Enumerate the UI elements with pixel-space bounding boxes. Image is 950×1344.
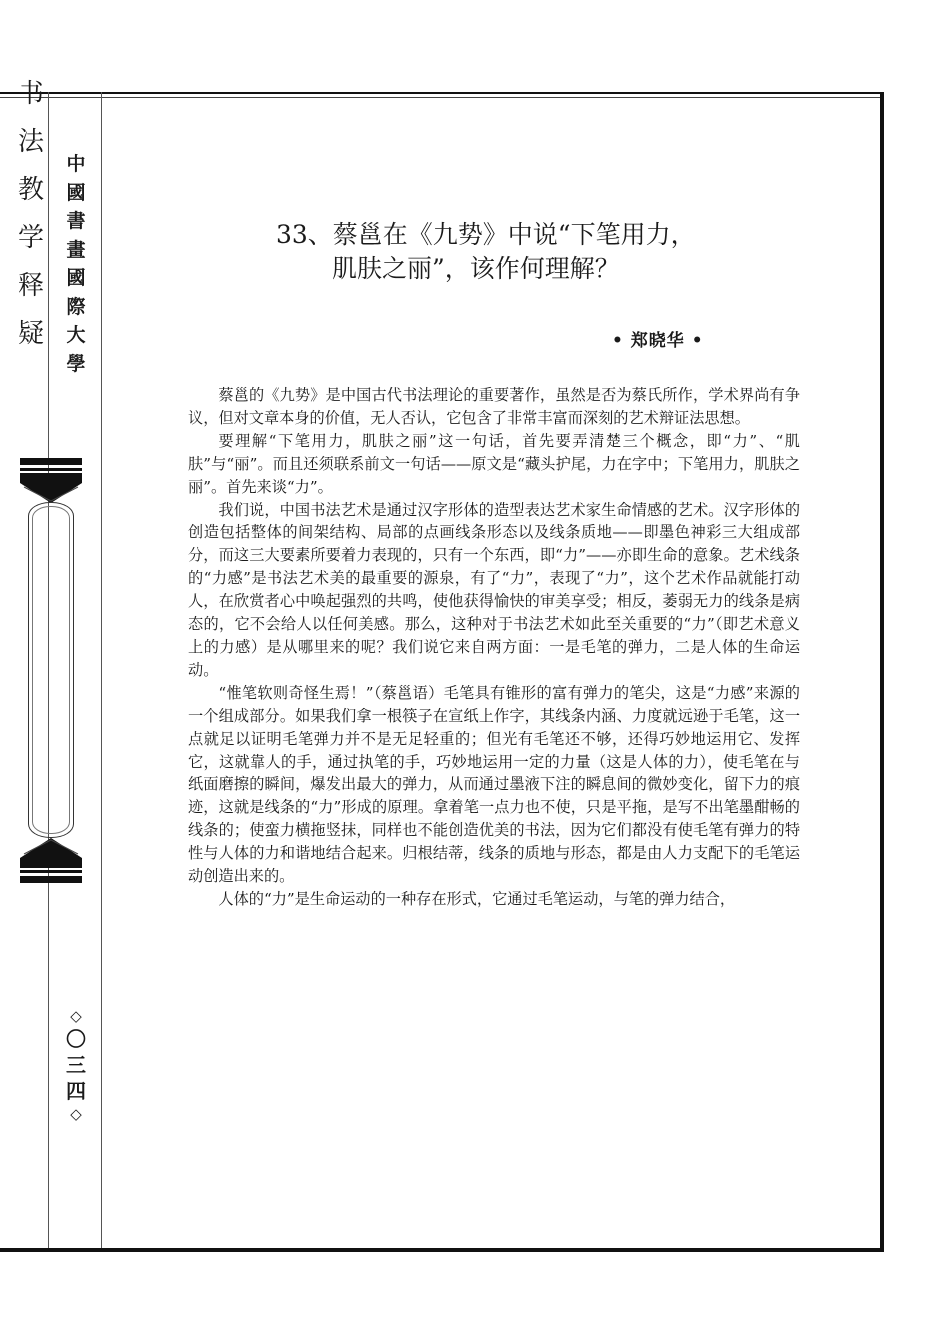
school-char: 際 — [66, 295, 86, 318]
book-title-vertical — [16, 70, 46, 358]
book-title-banner — [20, 458, 82, 890]
page-digit: 〇 — [66, 1027, 86, 1051]
book-title-char: 法 — [17, 127, 44, 157]
page-number-vertical — [62, 1006, 90, 1124]
article-title-line-1: 33、蔡邕在《九势》中说“下笔用力， — [276, 220, 696, 249]
paragraph: 蔡邕的《九势》是中国古代书法理论的重要著作，虽然是否为蔡氏所作，学术界尚有争议，但对文章本身的价值，无人否认，它包含了非常丰富而深刻的艺术辩证法思想。 — [188, 386, 800, 427]
frame-right-border — [880, 92, 884, 1252]
article-author: • 郑晓华 • — [612, 331, 704, 351]
page-digit: 四 — [66, 1079, 86, 1103]
paragraph: “惟笔软则奇怪生焉！”（蔡邕语）毛笔具有锥形的富有弹力的笔尖，这是“力感”来源的一个组成部分。如果我们拿一根筷子在宣纸上作字，其线条内涵、力度就远逊于毛笔，这一点就足以证明毛笔弹力并不是无足轻重的；但光有毛笔还不够，还得巧妙地运用它、发挥它，这就靠人的手，通过执笔的手，巧妙地运用一定的力量（这是人体的力），使毛笔在与纸面磨擦的瞬间，爆发出最大的弹力，从而通过墨液下注的瞬息间的微妙变化，留下力的痕迹，这就是线条的“力”形成的原理。拿着笔一点力也不使，只是平拖，是写不出笔墨酣畅的线条的；使蛮力横拖竖抹，同样也不能创造优美的书法，因为它们都没有使毛笔有弹力的特性与人体的力和谐地结合起来。归根结蒂，线条的质地与形态，都是由人力支配下的毛笔运动创造出来的。 — [188, 683, 800, 886]
diamond-top-icon: ◇ — [70, 1007, 82, 1025]
article-title — [276, 218, 756, 286]
school-char: 大 — [66, 324, 86, 346]
article-title-line-2: 肌肤之丽”，该作何理解？ — [332, 254, 620, 283]
paragraph: 人体的“力”是生命运动的一种存在形式，它通过毛笔运动，与笔的弹力结合， — [218, 889, 736, 908]
page-digit: 三 — [66, 1053, 86, 1077]
paragraph: 要理解“下笔用力，肌肤之丽”这一句话，首先要弄清楚三个概念，即“力”、“肌肤”与“丽”。而且还须联系前文一句话——原文是“藏头护尾，力在字中；下笔用力，肌肤之丽”。首先来谈“力”。 — [188, 431, 800, 496]
article-body — [188, 384, 800, 911]
banner-top-bar — [20, 458, 82, 465]
school-char: 畫 — [66, 238, 86, 261]
book-title-char: 疑 — [17, 319, 44, 349]
book-title-char: 书 — [17, 79, 44, 109]
spine-divider-right — [101, 92, 102, 1248]
book-title-char: 释 — [17, 271, 44, 301]
school-char: 國 — [66, 267, 86, 289]
school-char: 國 — [66, 181, 86, 204]
diamond-bottom-icon: ◇ — [70, 1105, 82, 1123]
banner-bottom-chevron-icon — [20, 838, 82, 868]
school-char: 中 — [66, 153, 86, 175]
frame-bottom-border — [0, 1248, 884, 1252]
school-char: 學 — [66, 352, 86, 375]
frame-top-line — [0, 92, 884, 94]
frame-top-inner-line — [0, 97, 880, 98]
book-title-char: 教 — [17, 175, 44, 205]
banner-inner-frame — [32, 506, 70, 834]
banner-frame — [28, 502, 74, 838]
banner-top-thin-bar — [20, 468, 82, 471]
school-char: 書 — [66, 210, 86, 232]
banner-bottom-bar — [20, 876, 82, 883]
banner-top-chevron-icon — [20, 473, 82, 503]
paragraph: 我们说，中国书法艺术是通过汉字形体的造型表达艺术家生命情感的艺术。汉字形体的创造包括整体的间架结构、局部的点画线条形态以及线条质地——即墨色神彩三大组成部分，而这三大要素所要着力表现的，只有一个东西，即“力”——亦即生命的意象。艺术线条的“力感”是书法艺术美的最重要的源泉，有了“力”，表现了“力”，这个艺术作品就能打动人，在欣赏者心中唤起强烈的共鸣，使他获得愉快的审美享受；相反，萎弱无力的线条是病态的，它不会给人以任何美感。那么，这种对于书法艺术如此至关重要的“力”（即艺术意义上的力感）是从哪里来的呢？我们说它来自两方面：一是毛笔的弹力，二是人体的生命运动。 — [188, 500, 800, 679]
school-name-vertical — [60, 150, 92, 378]
book-title-char: 学 — [17, 223, 44, 253]
banner-bottom-thin-bar — [20, 870, 82, 873]
